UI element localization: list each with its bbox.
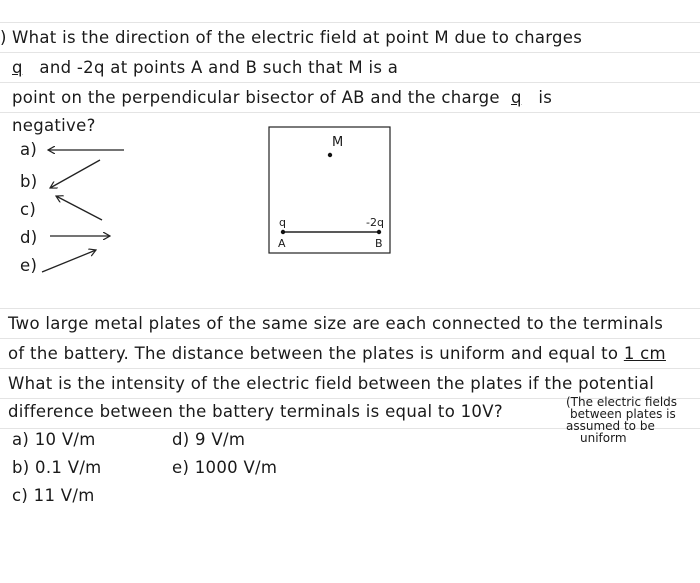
q1-option-a-label: a): [20, 140, 38, 159]
q2-line-4: difference between the battery terminals is equal to 10V?: [8, 402, 503, 421]
point-m-dot: [328, 153, 332, 157]
q1-line-3-text: point on the perpendicular bisector of AB and the charge: [12, 88, 500, 107]
q2-line-1: Two large metal plates of the same size are each connected to the terminals: [8, 314, 664, 333]
q2-note-line-4: uniform: [580, 431, 627, 445]
q2-note-line-2: between plates is: [570, 407, 676, 421]
q2-note-line-1: (The electric fields: [566, 395, 678, 409]
point-b-dot: [377, 230, 381, 234]
diagram-label-charge-minus-2q: -2q: [366, 216, 384, 229]
q1-charge-q-underlined: q: [12, 58, 23, 77]
q1-option-b-label: b): [20, 172, 38, 191]
diagram-label-a: A: [278, 237, 286, 250]
q1-option-c-label: c): [20, 200, 37, 219]
point-a-dot: [281, 230, 285, 234]
diagram-frame: [269, 127, 390, 253]
q2-line-2-text: of the battery. The distance between the plates is uniform and equal to: [8, 344, 619, 363]
q2-option-b: b) 0.1 V/m: [12, 458, 102, 477]
q1-charge-q-underlined-2: q: [510, 88, 522, 107]
q1-option-e-label: e): [20, 256, 38, 275]
q2-option-e: e) 1000 V/m: [172, 458, 278, 477]
q2-option-c: c) 11 V/m: [12, 486, 95, 505]
q1-line-2-text: and -2q at points A and B such that M is a: [39, 58, 399, 77]
q1-option-d-label: d): [20, 228, 38, 247]
q2-line-2: [8, 344, 666, 363]
q2-option-d: d) 9 V/m: [172, 430, 246, 449]
q1-line-4: negative?: [12, 116, 96, 135]
q1-line-3-end: is: [538, 88, 553, 107]
diagram-label-m: M: [332, 135, 344, 150]
q2-distance-underlined: 1 cm: [623, 344, 666, 363]
q2-line-3: What is the intensity of the electric field between the plates if the potential: [8, 374, 655, 393]
q1-line-1: What is the direction of the electric field at point M due to charges: [12, 28, 583, 47]
q1-number-mark: ): [0, 28, 7, 47]
q2-option-a: a) 10 V/m: [12, 430, 96, 449]
diagram-label-b: B: [375, 237, 383, 250]
diagram-label-charge-q: q: [279, 216, 286, 229]
q2-note-line-3: assumed to be: [566, 419, 655, 433]
